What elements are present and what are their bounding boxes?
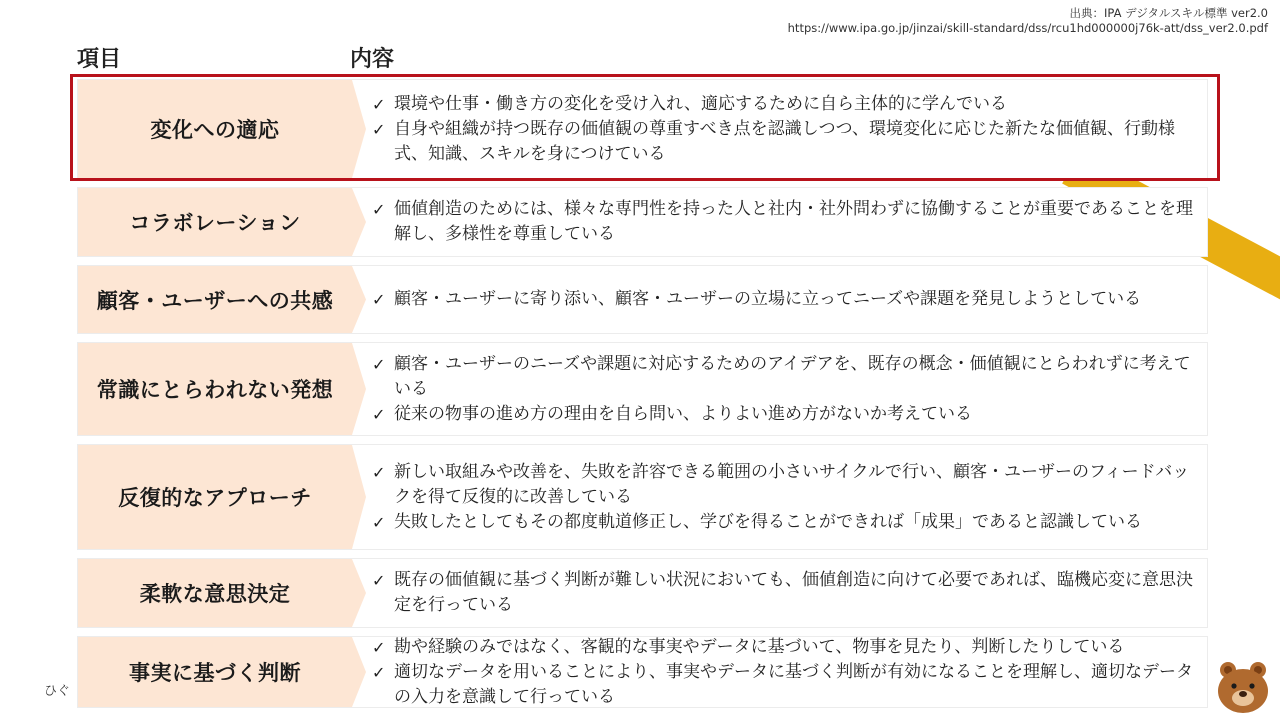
highlight-box (70, 74, 1220, 181)
author-label: ひぐ (44, 684, 71, 699)
table-row (77, 558, 1208, 628)
column-header-item: 項目 (77, 47, 122, 72)
list-item-text: 顧客・ユーザーのニーズや課題に対応するためのアイデアを、既存の概念・価値観にとらわれずに考えている (394, 353, 1191, 399)
list-item-text: 環境や仕事・働き方の変化を受け入れ、適応するために自ら主体的に学んでいる (394, 93, 1008, 114)
source-title: 出典：IPA デジタルスキル標準 ver2.0 (1069, 6, 1268, 20)
list-item-text: 価値創造のためには、様々な専門性を持った人と社内・社外問わずに協働することが重要であることを理解し、多様性を尊重している (394, 199, 1193, 244)
list-item-text: 適切なデータを用いることにより、事実やデータに基づく判断が有効になることを理解し、適切なデータの入力を意識して行っている (394, 661, 1193, 707)
list-item-text: 既存の価値観に基づく判断が難しい状況においても、価値創造に向けて必要であれば、臨機応変に意思決定を行っている (394, 570, 1193, 615)
row-label: コラボレーション (129, 211, 301, 235)
check-icon: ✓ (372, 462, 386, 482)
table-row (77, 265, 1208, 334)
source-citation (788, 6, 1268, 36)
list-item (372, 460, 1197, 510)
row-label: 柔軟な意思決定 (139, 582, 291, 606)
row-label-cell (78, 445, 352, 549)
check-icon: ✓ (372, 94, 386, 114)
list-item-text: 顧客・ユーザーに寄り添い、顧客・ユーザーの立場に立ってニーズや課題を発見しようとしている (394, 289, 1142, 309)
row-label-cell (78, 637, 352, 707)
check-icon: ✓ (372, 662, 386, 682)
list-item-text: 勘や経験のみではなく、客観的な事実やデータに基づいて、物事を見たり、判断したりしている (394, 636, 1125, 657)
table-row (77, 342, 1208, 436)
row-label: 常識にとらわれない発想 (96, 378, 334, 402)
check-icon: ✓ (372, 200, 386, 219)
row-label-cell (78, 188, 352, 256)
row-content (352, 188, 1207, 256)
list-item (372, 287, 1197, 312)
list-item (372, 660, 1197, 710)
list-item-text: 新しい取組みや改善を、失敗を許容できる範囲の小さいサイクルで行い、顧客・ユーザーのフィードバックを得て反復的に改善している (394, 461, 1190, 507)
list-item-text: 従来の物事の進め方の理由を自ら問い、よりよい進め方がないか考えている (394, 403, 972, 424)
check-icon: ✓ (372, 354, 386, 374)
row-label-cell (78, 266, 352, 333)
row-label: 事実に基づく判断 (129, 661, 301, 685)
table-row (77, 636, 1208, 708)
row-label-cell (78, 343, 352, 435)
source-url: https://www.ipa.go.jp/jinzai/skill-standard/dss/rcu1hd000000j76k-att/dss_ver2.0.pdf (787, 21, 1268, 35)
check-icon: ✓ (372, 512, 386, 532)
table-row (77, 187, 1208, 257)
check-icon: ✓ (372, 290, 386, 309)
table-row (77, 444, 1208, 550)
row-label: 変化への適応 (150, 118, 280, 142)
list-item-text: 失敗したとしてもその都度軌道修正し、学びを得ることができれば「成果」であると認識している (394, 511, 1142, 532)
row-label: 顧客・ユーザーへの共感 (96, 288, 334, 313)
list-item (372, 402, 1197, 427)
bear-icon (1214, 658, 1272, 714)
row-content (352, 637, 1207, 707)
row-content (352, 343, 1207, 435)
list-item (372, 197, 1197, 247)
check-icon: ✓ (372, 637, 386, 657)
row-content (352, 266, 1207, 333)
column-header-content: 内容 (350, 47, 395, 72)
check-icon: ✓ (372, 404, 386, 424)
list-item (372, 352, 1197, 402)
row-label: 反復的なアプローチ (118, 486, 312, 510)
row-content (352, 445, 1207, 549)
list-item (372, 635, 1197, 660)
check-icon: ✓ (372, 119, 386, 139)
check-icon: ✓ (372, 571, 386, 590)
row-label-cell (78, 559, 352, 627)
list-item (372, 568, 1197, 618)
list-item-text: 自身や組織が持つ既存の価値観の尊重すべき点を認識しつつ、環境変化に応じた新たな価値観、行動様式、知識、スキルを身につけている (394, 118, 1175, 164)
row-content (352, 559, 1207, 627)
list-item (372, 510, 1197, 535)
